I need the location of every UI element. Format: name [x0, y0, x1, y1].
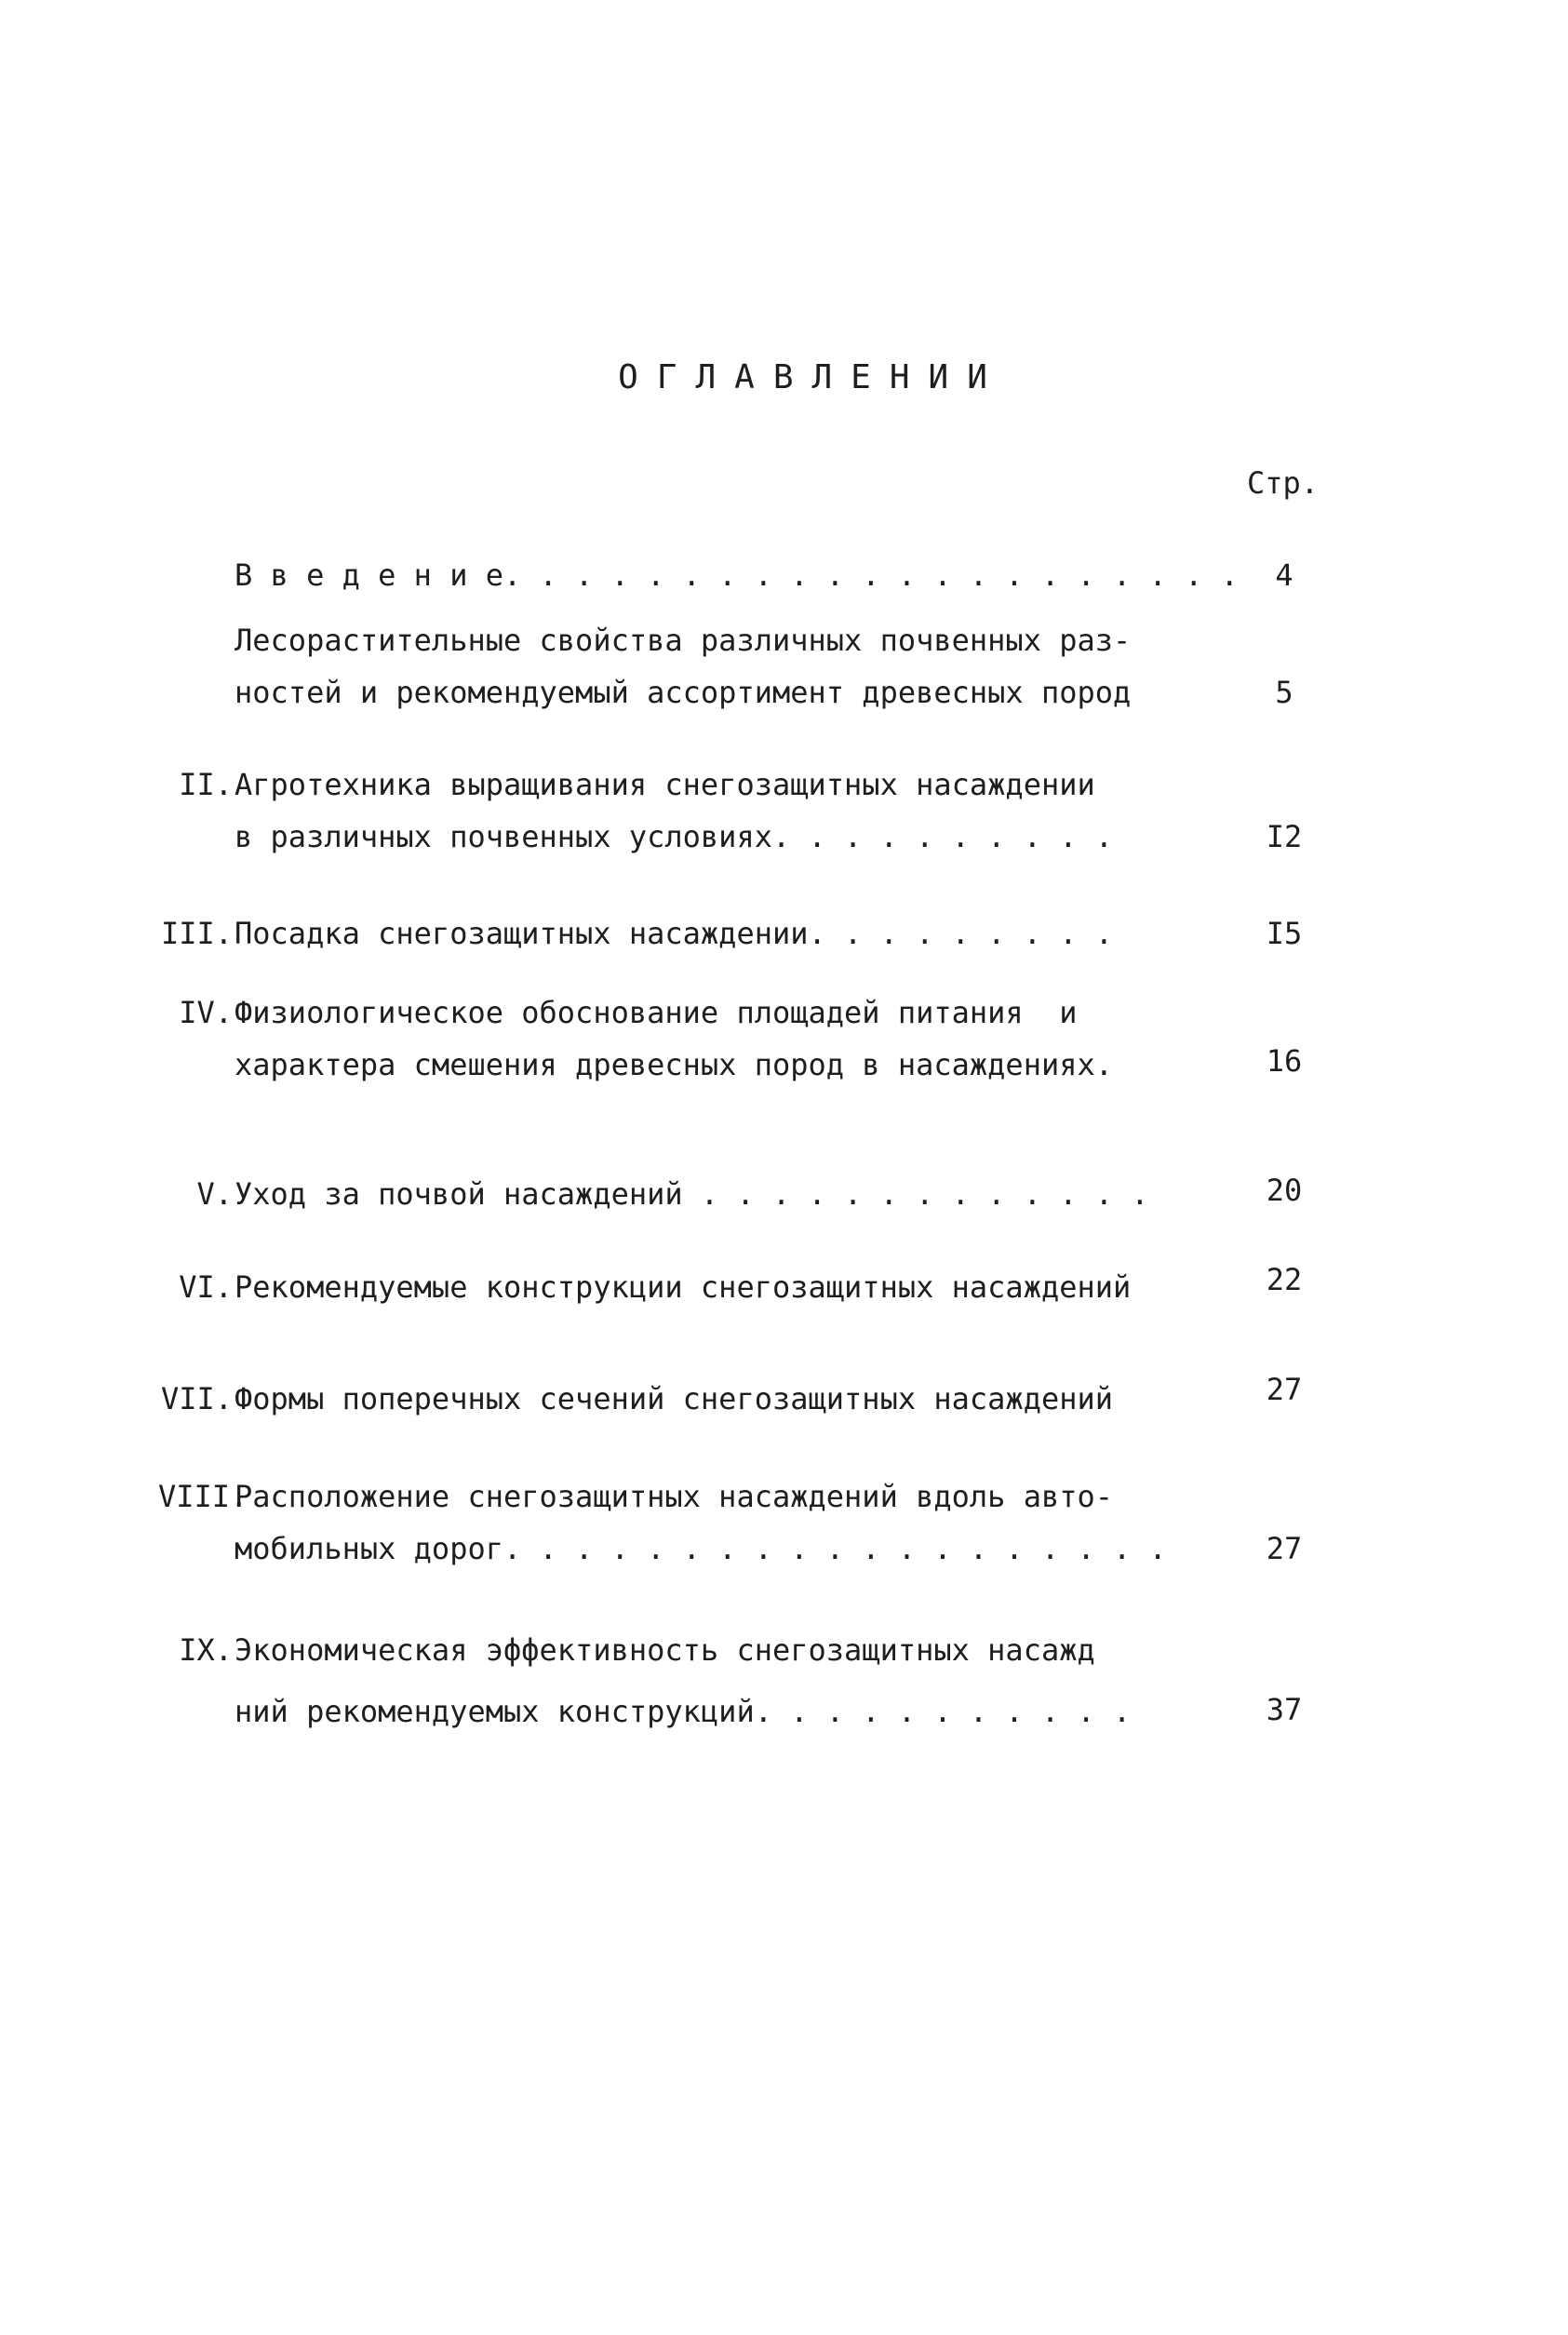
toc-entry-page: 4: [1275, 557, 1293, 593]
toc-entry-line: Формы поперечных сечений снегозащитных насаждений: [235, 1381, 1114, 1416]
toc-entry-line: Рекомендуемые конструкции снегозащитных насаждений: [235, 1269, 1132, 1305]
toc-entry-line: Лесорастительные свойства различных почвенных раз-: [235, 623, 1132, 658]
toc-entry-page: 5: [1275, 675, 1293, 710]
toc-entry-text: [235, 1261, 1351, 1313]
page-column-header: Стр.: [1247, 465, 1320, 501]
toc-entry-text: [235, 1168, 1351, 1220]
toc-entry-page: I5: [1266, 916, 1303, 951]
toc-entry-text: [235, 907, 1351, 959]
toc-entry-page: 16: [1266, 1043, 1303, 1079]
toc-entry-number: V.: [196, 1176, 233, 1212]
toc-entry-text: [235, 1373, 1351, 1425]
toc-entry-number: II.: [179, 767, 233, 802]
toc-entry-line: Посадка снегозащитных насаждении. . . . . . . . .: [235, 916, 1114, 951]
toc-entry-line: Физиологическое обоснование площадей питания и: [235, 995, 1078, 1030]
toc-entry-line: мобильных дорог. . . . . . . . . . . . . . . . . . .: [235, 1531, 1167, 1566]
toc-entry-text: [235, 614, 1351, 718]
toc-entry-page: 27: [1266, 1372, 1303, 1407]
toc-entry-page: 27: [1266, 1531, 1303, 1566]
toc-entry-text: [235, 1624, 1351, 1738]
toc-entry-number: VII.: [160, 1381, 233, 1416]
toc-entry-text: [235, 549, 1351, 601]
toc-entry-line: ностей и рекомендуемый ассортимент древесных пород: [235, 675, 1132, 710]
toc-entry-page: 22: [1266, 1262, 1303, 1297]
toc-entry-text: [235, 758, 1351, 863]
toc-entry-line: Расположение снегозащитных насаждений вдоль авто-: [235, 1479, 1114, 1514]
toc-entry-page: I2: [1266, 819, 1303, 854]
toc-entry-page: 20: [1266, 1173, 1303, 1208]
toc-entry-line: ний рекомендуемых конструкций. . . . . . . . . . .: [235, 1694, 1132, 1729]
toc-entry-line: характера смешения древесных пород в насаждениях.: [235, 1047, 1114, 1082]
page-title: ОГЛАВЛЕНИИ: [618, 358, 1006, 396]
toc-entry-line: Экономическая эффективность снегозащитных насажд: [235, 1632, 1095, 1668]
toc-entry-page: 37: [1266, 1692, 1303, 1727]
toc-entry-text: [235, 986, 1351, 1091]
toc-entry-text: [235, 1470, 1351, 1575]
toc-entry-number: VIII.: [158, 1479, 248, 1514]
toc-entry-line: в различных почвенных условиях. . . . . . . . . .: [235, 819, 1114, 854]
toc-entry-number: IV.: [179, 995, 233, 1030]
toc-entry-line: Уход за почвой насаждений . . . . . . . . . . . . .: [235, 1176, 1149, 1212]
toc-entry-line: В в е д е н и е. . . . . . . . . . . . . . . . . . . . .: [235, 557, 1239, 593]
toc-entry-line: Агротехника выращивания снегозащитных насаждении: [235, 767, 1095, 802]
toc-entry-number: VI.: [179, 1269, 233, 1305]
toc-entry-number: IX.: [179, 1632, 233, 1668]
toc-entry-number: III.: [160, 916, 233, 951]
